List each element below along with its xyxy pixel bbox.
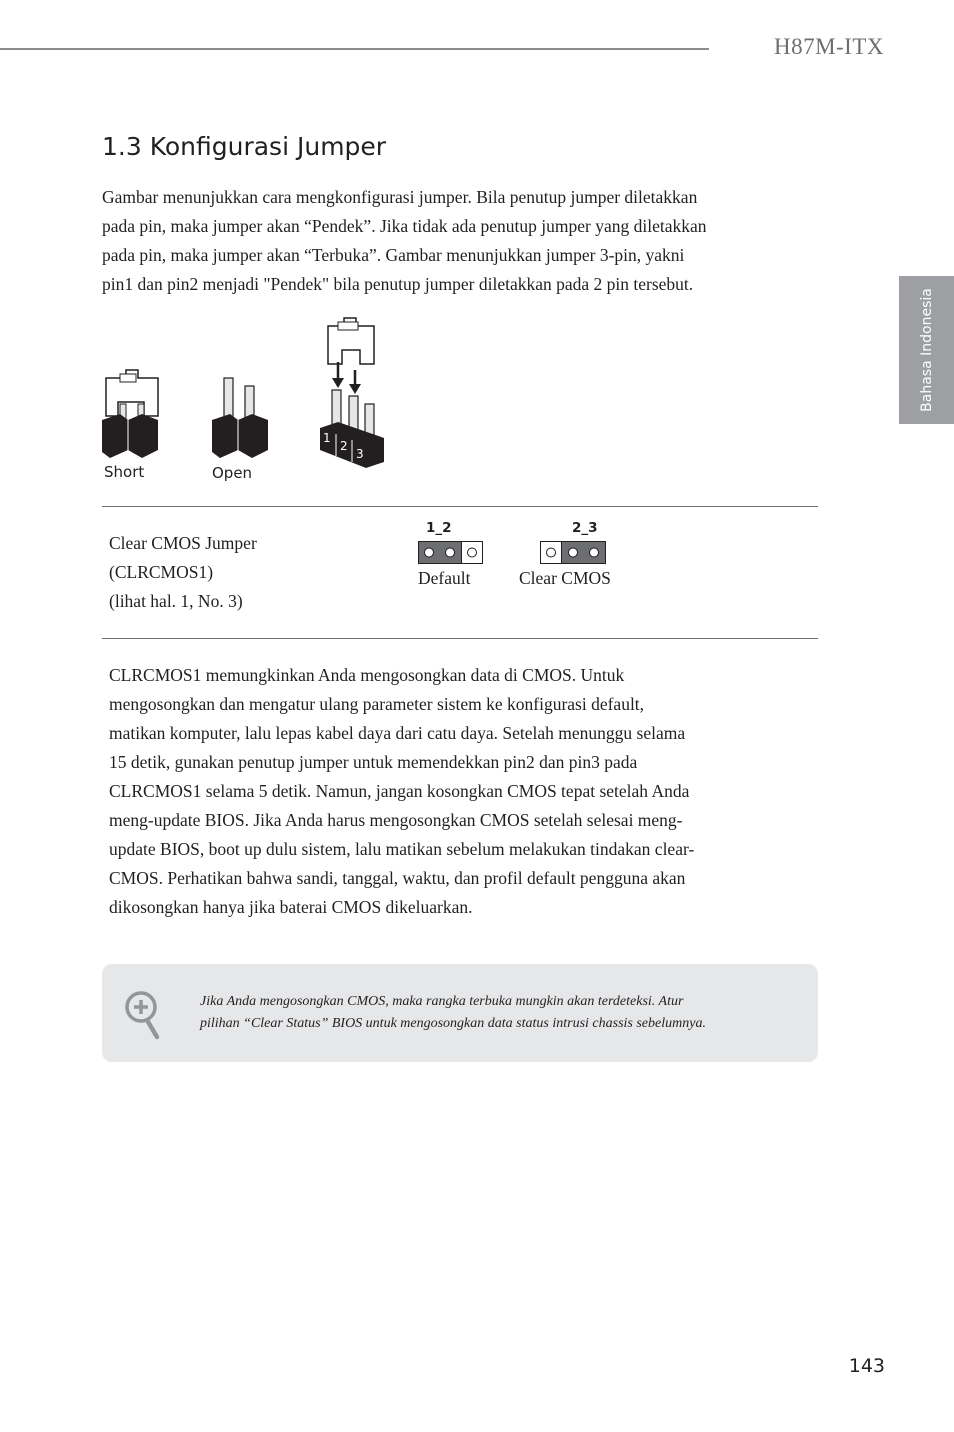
clear-cmos-jumper-icon xyxy=(540,541,607,565)
jumper-name-line: (lihat hal. 1, No. 3) xyxy=(109,591,243,611)
language-side-tab-label: Bahasa Indonesia xyxy=(918,288,935,412)
description-line: update BIOS, boot up dulu sistem, lalu matikan sebelum melakukan tindakan clear- xyxy=(109,839,695,859)
open-jumper-icon xyxy=(212,378,268,458)
description-line: mengosongkan dan mengatur ulang parameter sistem ke konfigurasi default, xyxy=(109,694,645,714)
pin-number-1: 1 xyxy=(323,431,331,445)
default-jumper-icon xyxy=(418,541,484,565)
description-line: CLRCMOS1 memungkinkan Anda mengosongkan data di CMOS. Untuk xyxy=(109,665,625,685)
header-rule xyxy=(0,48,709,50)
jumper-name-line: Clear CMOS Jumper xyxy=(109,533,257,553)
three-pin-jumper-icon xyxy=(320,318,384,468)
short-label: Short xyxy=(104,463,145,481)
pin-number-3: 3 xyxy=(356,447,364,461)
page-number: 143 xyxy=(848,1355,885,1377)
short-jumper-icon xyxy=(102,370,158,458)
table-bottom-rule xyxy=(102,638,818,639)
default-label: Default xyxy=(418,568,471,588)
description-line: 15 detik, gunakan penutup jumper untuk memendekkan pin2 dan pin3 pada xyxy=(109,752,638,772)
note-line: pilihan “Clear Status” BIOS untuk mengosongkan data status intrusi chassis sebelumnya. xyxy=(200,1016,706,1031)
note-text xyxy=(200,991,770,1035)
intro-paragraph xyxy=(102,183,782,299)
description-line: CMOS. Perhatikan bahwa sandi, tanggal, waktu, dan profil default pengguna akan xyxy=(109,868,686,888)
clear-pins-label: 2_3 xyxy=(572,520,598,536)
magnifier-plus-icon xyxy=(124,990,164,1040)
section-title: 1.3 Konfigurasi Jumper xyxy=(102,132,387,161)
default-pins-label: 1_2 xyxy=(426,520,452,536)
description-line: CLRCMOS1 selama 5 detik. Namun, jangan kosongkan CMOS tepat setelah Anda xyxy=(109,781,690,801)
jumper-name xyxy=(109,529,257,616)
table-top-rule xyxy=(102,506,818,507)
open-label: Open xyxy=(212,464,253,482)
jumper-name-line: (CLRCMOS1) xyxy=(109,562,214,582)
intro-line: Gambar menunjukkan cara mengkonfigurasi jumper. Bila penutup jumper diletakkan xyxy=(102,187,698,207)
description-line: meng-update BIOS. Jika Anda harus mengosongkan CMOS setelah selesai meng- xyxy=(109,810,683,830)
clear-cmos-label: Clear CMOS xyxy=(519,568,611,588)
description-line: dikosongkan hanya jika baterai CMOS dikeluarkan. xyxy=(109,897,473,917)
description-line: matikan komputer, lalu lepas kabel daya dari catu daya. Setelah menunggu selama xyxy=(109,723,686,743)
pin-number-2: 2 xyxy=(340,439,348,453)
note-line: Jika Anda mengosongkan CMOS, maka rangka terbuka mungkin akan terdeteksi. Atur xyxy=(200,994,684,1009)
intro-line: pin1 dan pin2 menjadi "Pendek" bila penutup jumper diletakkan pada 2 pin tersebut. xyxy=(102,274,694,294)
intro-line: pada pin, maka jumper akan “Terbuka”. Gambar menunjukkan jumper 3-pin, yakni xyxy=(102,245,685,265)
model-name: H87M-ITX xyxy=(773,34,884,59)
language-side-tab xyxy=(899,276,954,424)
description-paragraph xyxy=(109,661,769,922)
intro-line: pada pin, maka jumper akan “Pendek”. Jika tidak ada penutup jumper yang diletakkan xyxy=(102,216,707,236)
